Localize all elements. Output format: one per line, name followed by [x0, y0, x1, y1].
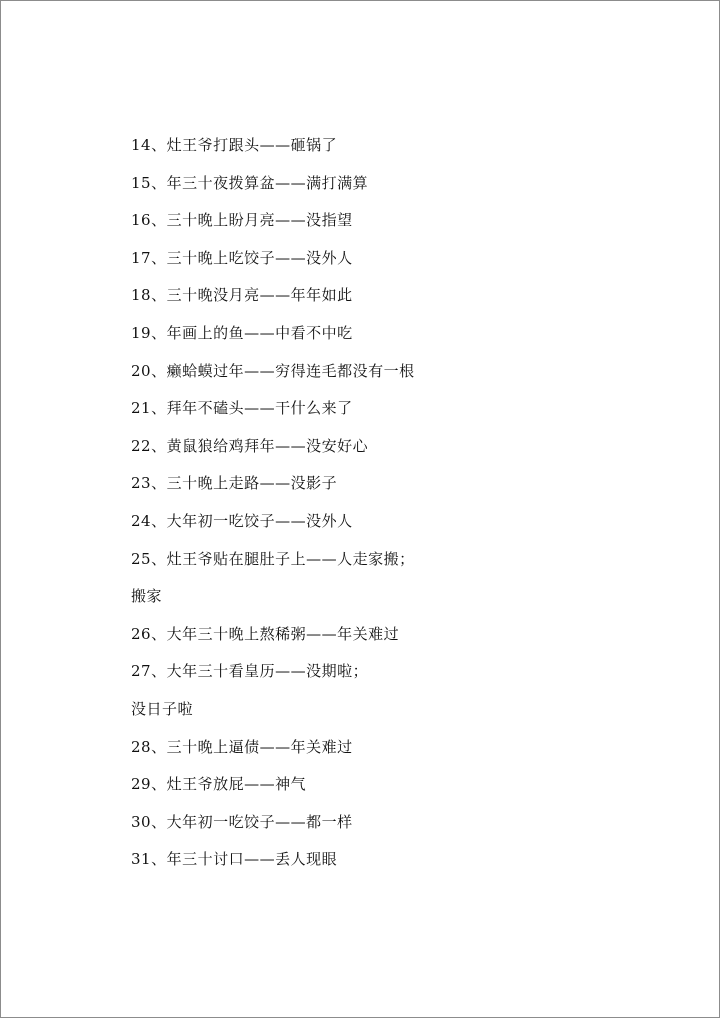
text-line: 31、年三十讨口——丢人现眼 [131, 850, 338, 869]
text-line: 24、大年初一吃饺子——没外人 [131, 511, 353, 530]
text-line: 27、大年三十看皇历——没期啦； [131, 662, 369, 681]
text-line: 25、灶王爷贴在腿肚子上——人走家搬； [131, 549, 415, 568]
text-line: 没日子啦 [131, 699, 194, 718]
text-line: 15、年三十夜拨算盆——满打满算 [131, 173, 369, 192]
text-line: 30、大年初一吃饺子——都一样 [131, 812, 353, 831]
text-line: 23、三十晚上走路——没影子 [131, 474, 338, 493]
document-body [131, 134, 651, 886]
text-line: 28、三十晚上逼债——年关难过 [131, 737, 353, 756]
text-line: 22、黄鼠狼给鸡拜年——没安好心 [131, 436, 369, 455]
text-line: 16、三十晚上盼月亮——没指望 [131, 211, 353, 230]
text-line: 17、三十晚上吃饺子——没外人 [131, 248, 353, 267]
text-line: 19、年画上的鱼——中看不中吃 [131, 323, 353, 342]
text-line: 14、灶王爷打跟头——砸锅了 [131, 136, 338, 154]
text-line: 18、三十晚没月亮——年年如此 [131, 286, 353, 305]
text-line: 21、拜年不磕头——干什么来了 [131, 399, 353, 418]
text-line: 20、癞蛤蟆过年——穷得连毛都没有一根 [131, 361, 415, 380]
text-line: 搬家 [131, 587, 163, 606]
text-line: 26、大年三十晚上熬稀粥——年关难过 [131, 624, 400, 643]
text-line: 29、灶王爷放屁——神气 [131, 775, 307, 794]
